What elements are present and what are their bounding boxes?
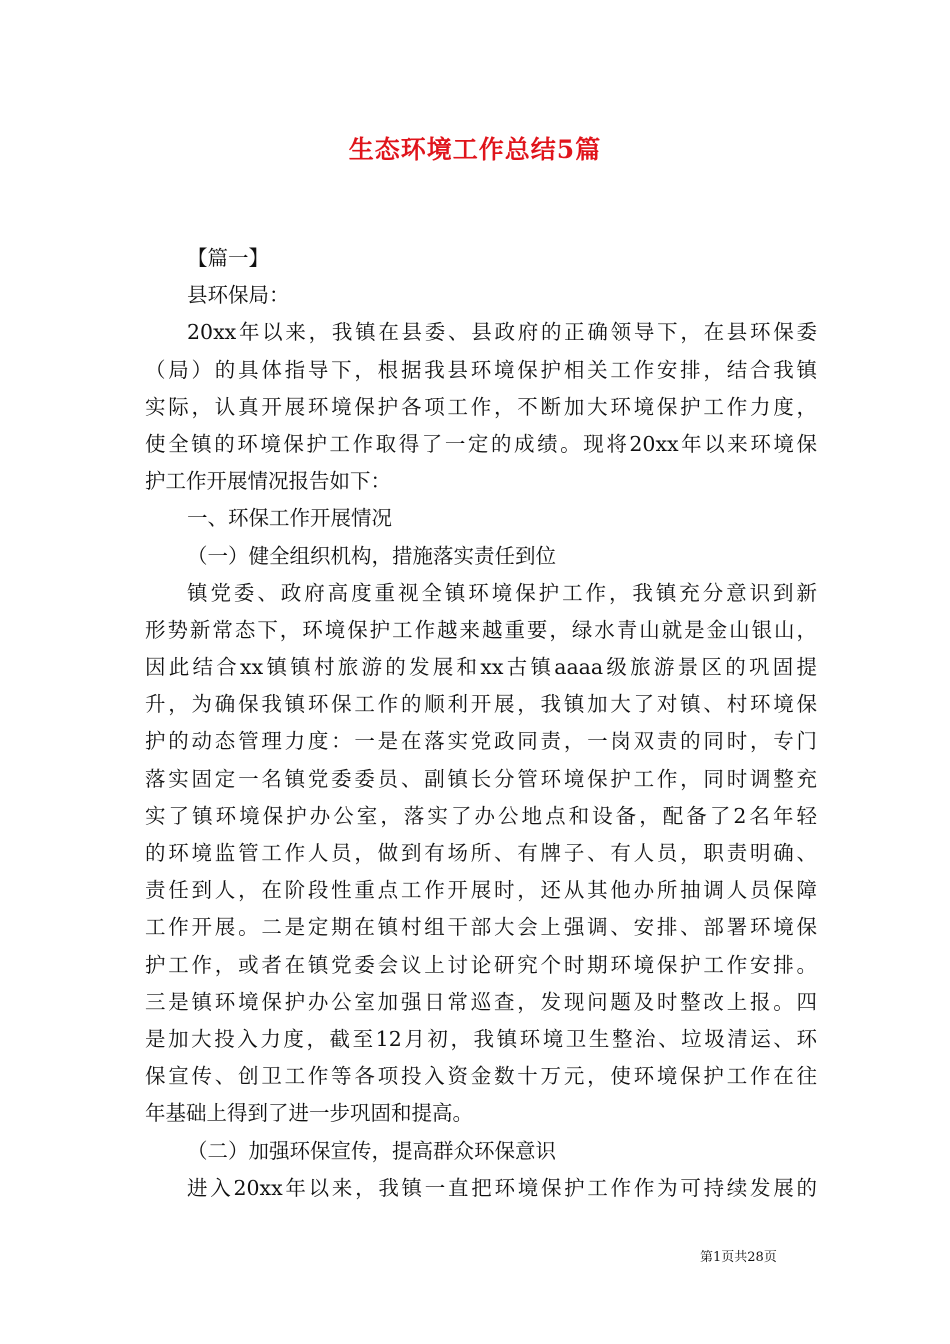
salutation: 县环保局： (187, 283, 290, 308)
subheading: （一）健全组织机构，措施落实责任到位 (187, 543, 556, 568)
page-number: 第1页共28页 (700, 1250, 777, 1265)
section-heading: 【篇一】 (187, 246, 269, 270)
paragraph-line: 20xx年以来，我镇在县委、县政府的正确领导下，在县环保委 (187, 320, 817, 345)
paragraph-line: 的环境监管工作人员，做到有场所、有牌子、有人员，职责明确、 (145, 841, 817, 865)
paragraph-line: 进入20xx年以来，我镇一直把环境保护工作作为可持续发展的 (187, 1175, 817, 1200)
subheading: （二）加强环保宣传，提高群众环保意识 (187, 1138, 556, 1163)
paragraph-line: 护工作，或者在镇党委会议上讨论研究个时期环境保护工作安排。 (145, 952, 817, 977)
paragraph-line: 因此结合xx镇镇村旅游的发展和xx古镇aaaa级旅游景区的巩固提 (145, 655, 817, 680)
paragraph-line: 护工作开展情况报告如下： (145, 469, 391, 494)
paragraph-line: 三是镇环境保护办公室加强日常巡查，发现问题及时整改上报。四 (145, 989, 817, 1014)
document-body (145, 240, 817, 1207)
paragraph-line: 形势新常态下，环境保护工作越来越重要，绿水青山就是金山银山， (145, 617, 817, 642)
paragraph-line: 镇党委、政府高度重视全镇环境保护工作，我镇充分意识到新 (187, 580, 817, 605)
paragraph-line: 是加大投入力度，截至12月初，我镇环境卫生整治、垃圾清运、环 (145, 1026, 817, 1051)
paragraph-line: 责任到人，在阶段性重点工作开展时，还从其他办所抽调人员保障 (145, 878, 817, 903)
paragraph-line: 工作开展。二是定期在镇村组干部大会上强调、安排、部署环境保 (145, 915, 817, 940)
paragraph-line: （局）的具体指导下，根据我县环境保护相关工作安排，结合我镇 (145, 357, 817, 382)
paragraph-line: 保宣传、创卫工作等各项投入资金数十万元，使环境保护工作在往 (145, 1064, 817, 1089)
document-title: 生态环境工作总结5篇 (348, 135, 602, 164)
paragraph-line: 年基础上得到了进一步巩固和提高。 (145, 1101, 473, 1126)
paragraph-line: 护的动态管理力度：一是在落实党政同责，一岗双责的同时，专门 (145, 729, 817, 754)
paragraph-line: 落实固定一名镇党委委员、副镇长分管环境保护工作，同时调整充 (145, 766, 817, 791)
paragraph-line: 升，为确保我镇环保工作的顺利开展，我镇加大了对镇、村环境保 (145, 692, 817, 717)
subheading: 一、环保工作开展情况 (187, 506, 392, 531)
paragraph-line: 实际，认真开展环境保护各项工作，不断加大环境保护工作力度， (145, 394, 817, 419)
paragraph-line: 实了镇环境保护办公室，落实了办公地点和设备，配备了2名年轻 (145, 803, 817, 828)
paragraph-line: 使全镇的环境保护工作取得了一定的成绩。现将20xx年以来环境保 (145, 431, 817, 456)
